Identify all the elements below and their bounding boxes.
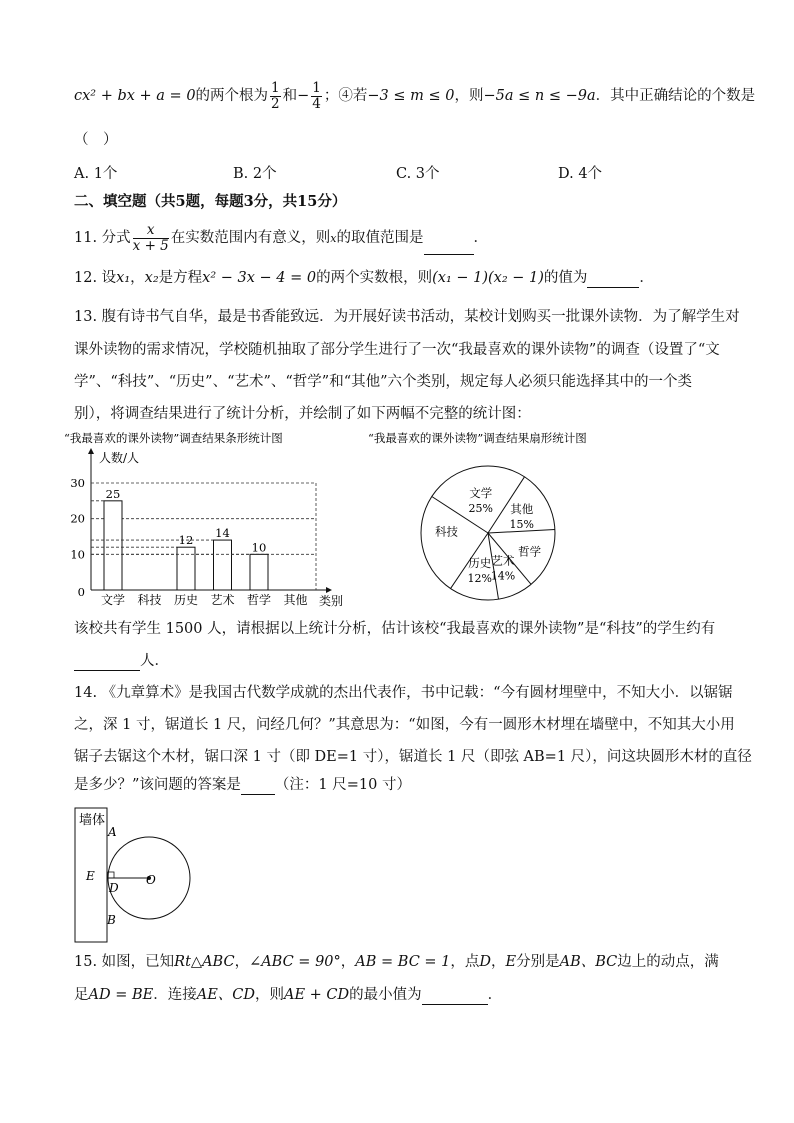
q10-option-a: A. 1个 xyxy=(74,166,118,182)
pie-slice-label: 其他 xyxy=(510,502,534,517)
q12-comma: ， xyxy=(130,270,145,286)
y-axis-label: 人数/人 xyxy=(99,451,140,465)
q12-expression: (x₁ − 1)(x₂ − 1) xyxy=(432,270,544,286)
q15-side-equality: AB = BC = 1 xyxy=(355,954,451,970)
q11-fraction-den: x + 5 xyxy=(132,237,169,254)
q14-answer-blank[interactable] xyxy=(241,780,275,795)
q15-text-2: 分别是 xyxy=(516,954,560,970)
q10-option-c: C. 3个 xyxy=(396,166,440,182)
x-tick-label: 哲学 xyxy=(246,593,272,607)
q10-text-3: ；④若 xyxy=(323,88,368,104)
q10-equation: cx² + bx + a = 0 xyxy=(74,88,196,104)
pie-slice-percent: 25% xyxy=(468,501,493,515)
x-tick-label: 历史 xyxy=(173,593,199,607)
x-tick-label: 文学 xyxy=(100,593,126,607)
point-b-label: B xyxy=(107,913,116,927)
y-tick-label: 10 xyxy=(70,547,85,562)
q11-fraction-num: x xyxy=(133,223,169,239)
bar-chart xyxy=(64,428,364,610)
q15-angle: ∠ABC = 90° xyxy=(249,954,341,970)
q12-text: 是方程 xyxy=(158,270,203,286)
pie-slice-label: 科技 xyxy=(434,524,458,539)
q10-answer-paren: （ ） xyxy=(74,132,118,148)
q13-after-line-2 xyxy=(74,651,169,671)
q11-prefix: 11. 分式 xyxy=(74,230,131,246)
q10-fraction-1-den: 2 xyxy=(271,95,280,112)
q13-line-4: 别），将调查结果进行了统计分析，并绘制了如下两幅不完整的统计图： xyxy=(74,406,531,422)
q15-end: ． xyxy=(487,987,503,1003)
q10-fraction-2-den: 4 xyxy=(312,95,321,112)
y-axis-arrow xyxy=(88,448,94,454)
q15-point-e: E xyxy=(505,954,517,970)
q12-x2: x₂ xyxy=(144,270,159,286)
y-tick-label: 30 xyxy=(70,476,85,490)
q15-text: ，点 xyxy=(450,954,480,970)
q15-condition: AD = BE xyxy=(88,987,154,1003)
q15-line-1 xyxy=(74,952,719,972)
q15-text-4: 足 xyxy=(74,987,89,1003)
q10-condition-line xyxy=(74,78,755,114)
right-angle-mark xyxy=(108,872,114,878)
q14-line-4 xyxy=(74,775,411,795)
pie-slice-percent: 15% xyxy=(509,518,534,532)
q10-fraction-1 xyxy=(270,81,281,112)
q15-sum: AE + CD xyxy=(284,987,350,1003)
q11-end: ． xyxy=(473,230,488,246)
q14-figure-svg xyxy=(74,806,194,946)
q15-text-5: ．连接 xyxy=(153,987,197,1003)
x-tick-label: 其他 xyxy=(283,593,308,607)
bar xyxy=(177,547,195,590)
q10-fraction-2 xyxy=(311,81,322,112)
bar xyxy=(104,501,122,590)
q14-figure xyxy=(74,806,194,946)
q10-fraction-2-num: 1 xyxy=(312,79,321,96)
q10-option-b: B. 2个 xyxy=(233,166,277,182)
bar xyxy=(250,554,268,590)
q15-answer-blank[interactable] xyxy=(422,990,488,1005)
bar-chart-title: “我最喜欢的课外读物”调查结果条形统计图 xyxy=(64,431,283,445)
q10-result: −5a ≤ n ≤ −9a xyxy=(483,88,596,104)
q15-triangle: Rt△ABC xyxy=(174,954,235,970)
bar-value-label: 12 xyxy=(178,533,194,548)
q10-option-d: D. 4个 xyxy=(558,166,603,182)
q15-comma-1: ， xyxy=(234,954,250,970)
wall-label: 墙体 xyxy=(79,813,106,828)
q10-condition: −3 ≤ m ≤ 0 xyxy=(367,88,455,104)
question-11 xyxy=(74,222,488,255)
q12-end: ． xyxy=(639,270,654,286)
pie-slice-label: 哲学 xyxy=(518,544,542,559)
pie-chart-svg xyxy=(360,428,660,610)
q13-line-3: 学”、“科技”、“历史”、“艺术”、“哲学”和“其他”六个类别，规定每人必须只能选择其中的一个类 xyxy=(74,374,693,390)
q10-text-2: 和− xyxy=(282,88,310,104)
q15-comma-2: ， xyxy=(340,954,356,970)
q15-text-3: 边上的动点，满 xyxy=(617,954,719,970)
q11-fraction xyxy=(133,223,169,254)
q12-equation: x² − 3x − 4 = 0 xyxy=(202,270,317,286)
pie-slice-percent: 12% xyxy=(467,571,492,585)
x-tick-label: 科技 xyxy=(137,593,162,607)
q14-line-3: 锯子去锯这个木材，锯口深 1 寸（即 DE=1 寸），锯道长 1 尺（即弦 AB=1 尺），问这块圆形木材的直径 xyxy=(74,749,752,765)
q13-answer-blank[interactable] xyxy=(74,656,140,671)
q10-fraction-1-num: 1 xyxy=(271,79,280,96)
point-d-label: D xyxy=(109,881,119,895)
pie-slice-label: 文学 xyxy=(469,485,493,500)
q12-text-2: 的两个实数根，则 xyxy=(316,270,433,286)
bar-value-label: 14 xyxy=(215,526,230,541)
q12-text-3: 的值为 xyxy=(543,270,588,286)
bar-value-label: 25 xyxy=(105,486,121,501)
q13-after-text: 人． xyxy=(140,653,169,669)
q10-question: ．其中正确结论的个数是 xyxy=(595,88,756,104)
q11-text: 在实数范围内有意义，则 xyxy=(170,230,331,246)
x-tick-label: 艺术 xyxy=(210,593,235,607)
q10-text-4: ，则 xyxy=(454,88,484,104)
q15-text-6: ，则 xyxy=(255,987,284,1003)
q15-comma-3: ， xyxy=(491,954,506,970)
point-o-label: O xyxy=(146,873,156,887)
q13-line-2: 课外读物的需求情况，学校随机抽取了部分学生进行了一次“我最喜欢的课外读物”的调查（设置了“文 xyxy=(74,342,720,358)
x-axis-label: 类别 xyxy=(319,594,344,608)
x-axis-arrow xyxy=(326,587,332,593)
q12-prefix: 12. 设 xyxy=(74,270,117,286)
bar-chart-svg xyxy=(64,428,364,610)
y-tick-label: 0 xyxy=(77,585,85,599)
q15-line-2 xyxy=(74,985,502,1005)
pie-chart xyxy=(360,428,660,610)
section-2-title: 二、填空题（共5题，每题3分，共15分） xyxy=(74,193,347,210)
bar-value-label: 10 xyxy=(251,540,267,555)
pie-slice-percent: 14% xyxy=(490,569,516,583)
q12-answer-blank[interactable] xyxy=(587,273,639,288)
q12-x1: x₁ xyxy=(116,270,131,286)
q10-text-1: 的两个根为 xyxy=(195,88,269,104)
q13-line-1: 13. 腹有诗书气自华，最是书香能致远．为开展好读书活动，某校计划购买一批课外读物．为了解学生对 xyxy=(74,309,740,325)
q11-text-2: 的取值范围是 xyxy=(336,230,424,246)
q14-last-text: 是多少？”该问题的答案是 xyxy=(74,777,241,793)
q15-segments: AE、CD xyxy=(196,987,255,1003)
y-tick-label: 20 xyxy=(70,511,85,526)
q11-variable: x xyxy=(330,232,337,245)
question-12 xyxy=(74,268,654,288)
q14-line-1: 14. 《九章算术》是我国古代数学成就的杰出代表作，书中记载：“今有圆材埋壁中，不知大小．以锯锯 xyxy=(74,685,733,701)
q15-sides: AB、BC xyxy=(559,954,618,970)
q14-line-2: 之，深 1 寸，锯道长 1 尺，问经几何？”其意思为：“如图，今有一圆形木材埋在墙壁中，不知其大小用 xyxy=(74,717,735,733)
q15-prefix: 15. 如图，已知 xyxy=(74,954,175,970)
q11-answer-blank[interactable] xyxy=(424,240,474,255)
q15-text-7: 的最小值为 xyxy=(349,987,422,1003)
point-a-label: A xyxy=(108,825,117,839)
pie-slice-label: 历史 xyxy=(468,555,492,570)
bar xyxy=(214,540,232,590)
pie-slice-label: 艺术 xyxy=(491,553,515,568)
q14-note: （注：1 尺=10 寸） xyxy=(274,777,411,793)
q13-after-line-1: 该校共有学生 1500 人，请根据以上统计分析，估计该校“我最喜欢的课外读物”是“科技”的学生约有 xyxy=(74,621,716,637)
q15-point-d: D xyxy=(479,954,492,970)
pie-chart-title: “我最喜欢的课外读物”调查结果扇形统计图 xyxy=(368,431,587,445)
point-e-label: E xyxy=(86,869,95,883)
